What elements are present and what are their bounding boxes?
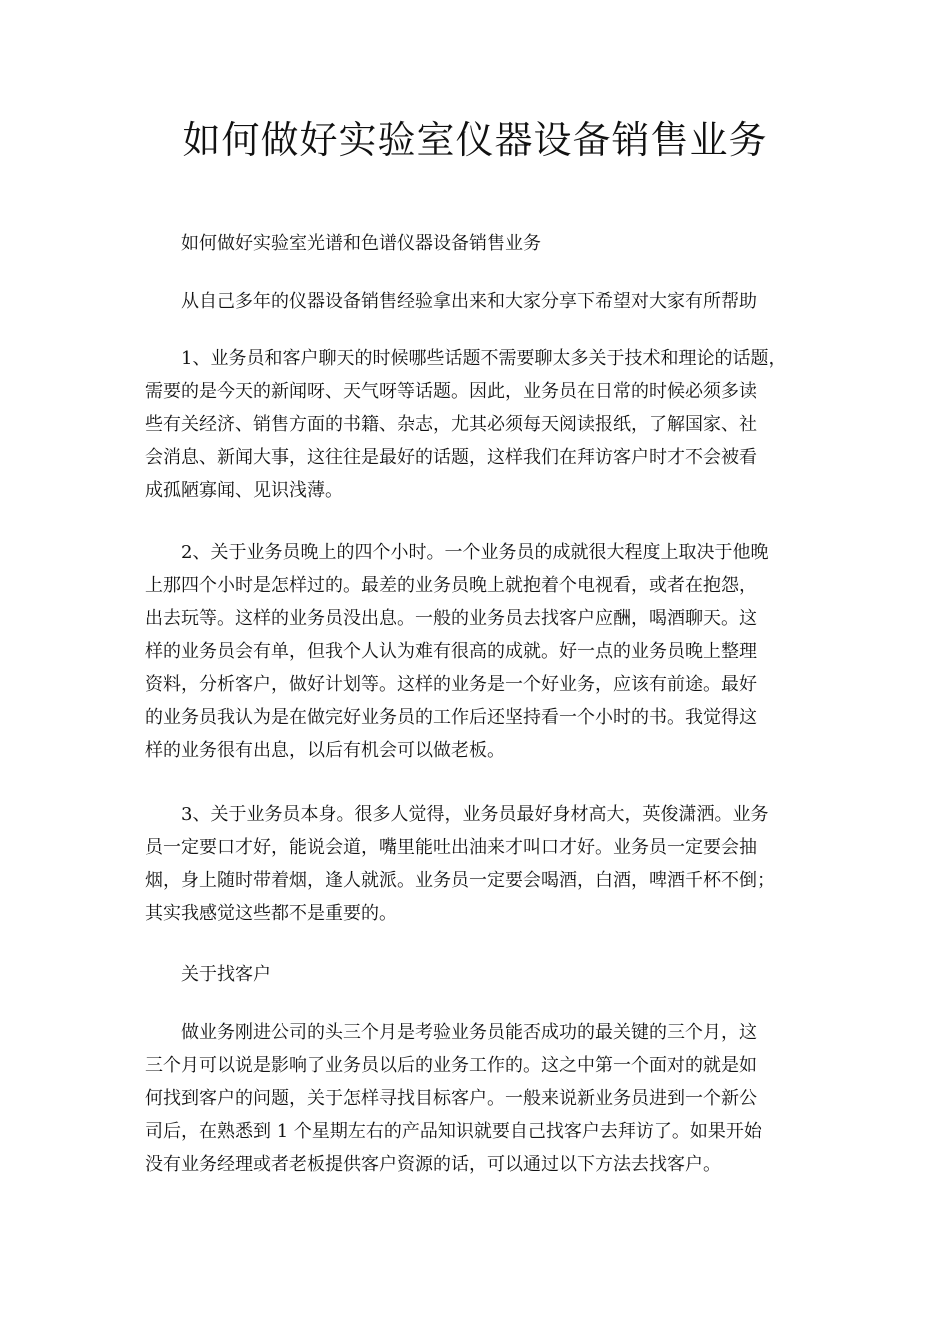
paragraph-line: 1、业务员和客户聊天的时候哪些话题不需要聊太多关于技术和理论的话题， bbox=[181, 348, 787, 369]
paragraph-line: 员一定要口才好，能说会道，嘴里能吐出油来才叫口才好。业务员一定要会抽 bbox=[145, 837, 757, 858]
paragraph-line: 3、关于业务员本身。很多人觉得，业务员最好身材高大，英俊潇洒。业务 bbox=[181, 804, 769, 825]
paragraph-line: 烟，身上随时带着烟，逢人就派。业务员一定要会喝酒，白酒，啤酒千杯不倒； bbox=[145, 870, 775, 891]
document-title: 如何做好实验室仪器设备销售业务 bbox=[182, 118, 768, 162]
paragraph-line: 何找到客户的问题，关于怎样寻找目标客户。一般来说新业务员进到一个新公 bbox=[145, 1088, 757, 1109]
section-heading bbox=[145, 958, 817, 991]
paragraph-line: 2、关于业务员晚上的四个小时。一个业务员的成就很大程度上取决于他晚 bbox=[181, 542, 769, 563]
paragraph-3 bbox=[145, 798, 817, 930]
paragraph-line: 的业务员我认为是在做完好业务员的工作后还坚持看一个小时的书。我觉得这 bbox=[145, 707, 757, 728]
paragraph-line: 做业务刚进公司的头三个月是考验业务员能否成功的最关键的三个月，这 bbox=[181, 1022, 757, 1043]
subtitle-paragraph bbox=[145, 227, 817, 260]
paragraph-1 bbox=[145, 342, 817, 507]
paragraph-line: 样的业务很有出息，以后有机会可以做老板。 bbox=[145, 740, 505, 761]
paragraph-line: 没有业务经理或者老板提供客户资源的话，可以通过以下方法去找客户。 bbox=[145, 1154, 721, 1175]
paragraph-line: 如何做好实验室光谱和色谱仪器设备销售业务 bbox=[181, 233, 541, 254]
paragraph-line: 出去玩等。这样的业务员没出息。一般的业务员去找客户应酬，喝酒聊天。这 bbox=[145, 608, 757, 629]
paragraph-line: 些有关经济、销售方面的书籍、杂志，尤其必须每天阅读报纸，了解国家、社 bbox=[145, 414, 757, 435]
paragraph-line: 从自己多年的仪器设备销售经验拿出来和大家分享下希望对大家有所帮助 bbox=[181, 291, 757, 312]
paragraph-line: 司后，在熟悉到 1 个星期左右的产品知识就要自己找客户去拜访了。如果开始 bbox=[145, 1121, 762, 1142]
paragraph-2 bbox=[145, 536, 817, 767]
paragraph-line: 成孤陋寡闻、见识浅薄。 bbox=[145, 480, 343, 501]
section-heading-text: 关于找客户 bbox=[181, 964, 271, 985]
paragraph-4 bbox=[145, 1016, 817, 1181]
paragraph-line: 会消息、新闻大事，这往往是最好的话题，这样我们在拜访客户时才不会被看 bbox=[145, 447, 757, 468]
paragraph-line: 三个月可以说是影响了业务员以后的业务工作的。这之中第一个面对的就是如 bbox=[145, 1055, 757, 1076]
paragraph-line: 需要的是今天的新闻呀、天气呀等话题。因此，业务员在日常的时候必须多读 bbox=[145, 381, 757, 402]
paragraph-line: 其实我感觉这些都不是重要的。 bbox=[145, 903, 397, 924]
paragraph-line: 资料，分析客户，做好计划等。这样的业务是一个好业务，应该有前途。最好 bbox=[145, 674, 757, 695]
paragraph-line: 上那四个小时是怎样过的。最差的业务员晚上就抱着个电视看，或者在抱怨， bbox=[145, 575, 757, 596]
paragraph-line: 样的业务员会有单，但我个人认为难有很高的成就。好一点的业务员晚上整理 bbox=[145, 641, 757, 662]
intro-paragraph bbox=[145, 285, 817, 318]
